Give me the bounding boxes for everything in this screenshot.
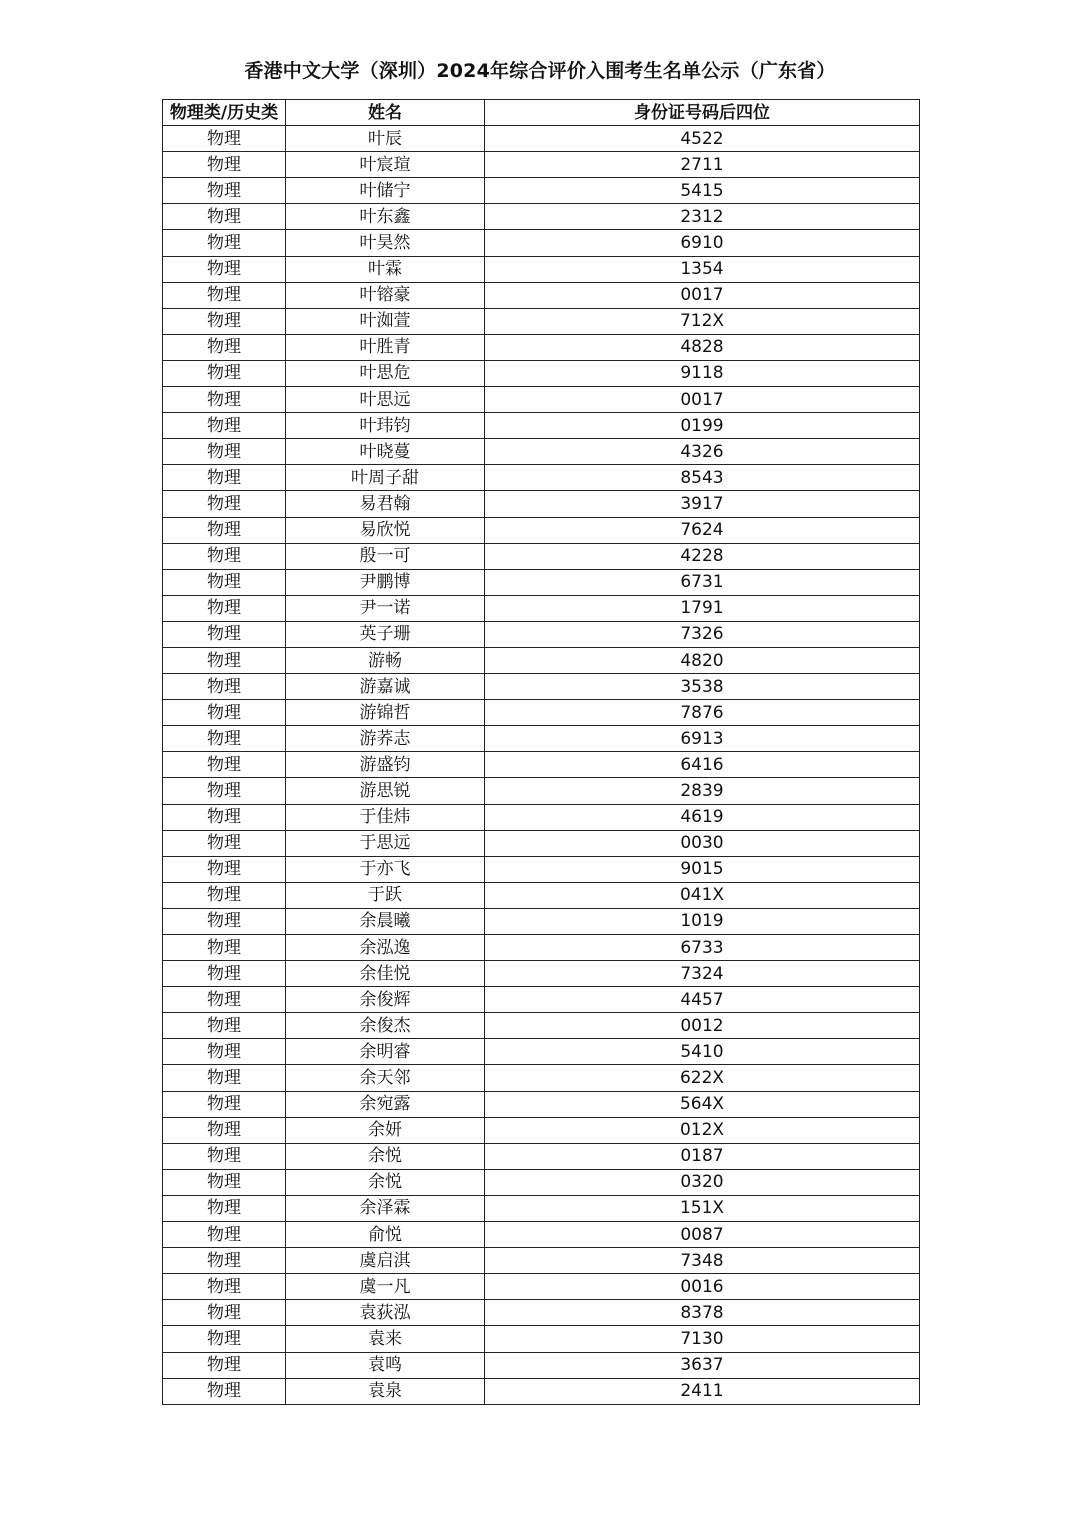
table-row <box>163 830 920 856</box>
cell-id-last-four: 0012 <box>485 1013 920 1039</box>
cell-category: 物理 <box>163 439 286 465</box>
header-id-last-four: 身份证号码后四位 <box>485 100 920 126</box>
table-header-row <box>163 100 920 126</box>
table-row <box>163 1143 920 1169</box>
cell-name: 易君翰 <box>286 491 485 517</box>
table-row <box>163 1013 920 1039</box>
cell-category: 物理 <box>163 360 286 386</box>
cell-name: 叶思远 <box>286 387 485 413</box>
cell-category: 物理 <box>163 1248 286 1274</box>
cell-id-last-four: 6416 <box>485 752 920 778</box>
cell-category: 物理 <box>163 204 286 230</box>
table-row <box>163 1300 920 1326</box>
cell-id-last-four: 0017 <box>485 387 920 413</box>
table-row <box>163 387 920 413</box>
cell-name: 易欣悦 <box>286 517 485 543</box>
candidate-table <box>162 99 920 1405</box>
cell-id-last-four: 7326 <box>485 621 920 647</box>
table-row <box>163 1378 920 1404</box>
table-row <box>163 752 920 778</box>
cell-category: 物理 <box>163 491 286 517</box>
table-row <box>163 1065 920 1091</box>
cell-id-last-four: 5415 <box>485 178 920 204</box>
cell-id-last-four: 6733 <box>485 935 920 961</box>
table-body <box>163 126 920 1405</box>
cell-category: 物理 <box>163 882 286 908</box>
cell-category: 物理 <box>163 1352 286 1378</box>
table-row <box>163 674 920 700</box>
cell-category: 物理 <box>163 152 286 178</box>
cell-name: 虞一凡 <box>286 1274 485 1300</box>
cell-category: 物理 <box>163 778 286 804</box>
table-row <box>163 439 920 465</box>
header-category: 物理类/历史类 <box>163 100 286 126</box>
table-row <box>163 621 920 647</box>
cell-category: 物理 <box>163 126 286 152</box>
cell-category: 物理 <box>163 595 286 621</box>
cell-category: 物理 <box>163 334 286 360</box>
cell-name: 叶洳萱 <box>286 308 485 334</box>
cell-id-last-four: 1791 <box>485 595 920 621</box>
cell-category: 物理 <box>163 647 286 673</box>
cell-id-last-four: 3538 <box>485 674 920 700</box>
table-row <box>163 595 920 621</box>
cell-id-last-four: 2839 <box>485 778 920 804</box>
cell-id-last-four: 4619 <box>485 804 920 830</box>
table-row <box>163 517 920 543</box>
cell-category: 物理 <box>163 178 286 204</box>
cell-name: 游嘉诚 <box>286 674 485 700</box>
table-row <box>163 1169 920 1195</box>
cell-category: 物理 <box>163 726 286 752</box>
cell-category: 物理 <box>163 1195 286 1221</box>
cell-name: 袁鸣 <box>286 1352 485 1378</box>
cell-id-last-four: 0030 <box>485 830 920 856</box>
cell-category: 物理 <box>163 1274 286 1300</box>
table-row <box>163 178 920 204</box>
cell-name: 于亦飞 <box>286 856 485 882</box>
cell-id-last-four: 7324 <box>485 961 920 987</box>
cell-category: 物理 <box>163 700 286 726</box>
table-row <box>163 152 920 178</box>
cell-id-last-four: 4228 <box>485 543 920 569</box>
cell-id-last-four: 0187 <box>485 1143 920 1169</box>
cell-id-last-four: 2312 <box>485 204 920 230</box>
cell-name: 叶辰 <box>286 126 485 152</box>
cell-name: 游畅 <box>286 647 485 673</box>
header-name: 姓名 <box>286 100 485 126</box>
cell-name: 叶昊然 <box>286 230 485 256</box>
cell-name: 叶玮钧 <box>286 413 485 439</box>
table-row <box>163 882 920 908</box>
cell-name: 尹鹏博 <box>286 569 485 595</box>
cell-category: 物理 <box>163 1378 286 1404</box>
cell-id-last-four: 6913 <box>485 726 920 752</box>
cell-category: 物理 <box>163 256 286 282</box>
cell-category: 物理 <box>163 908 286 934</box>
cell-id-last-four: 0016 <box>485 1274 920 1300</box>
cell-name: 叶霖 <box>286 256 485 282</box>
cell-name: 虞启淇 <box>286 1248 485 1274</box>
cell-name: 游思锐 <box>286 778 485 804</box>
cell-name: 于思远 <box>286 830 485 856</box>
table-row <box>163 1222 920 1248</box>
cell-category: 物理 <box>163 1091 286 1117</box>
cell-id-last-four: 564X <box>485 1091 920 1117</box>
cell-id-last-four: 4457 <box>485 987 920 1013</box>
cell-category: 物理 <box>163 1222 286 1248</box>
cell-id-last-four: 8543 <box>485 465 920 491</box>
table-row <box>163 856 920 882</box>
cell-id-last-four: 6731 <box>485 569 920 595</box>
cell-category: 物理 <box>163 1326 286 1352</box>
cell-name: 于跃 <box>286 882 485 908</box>
table-row <box>163 334 920 360</box>
cell-category: 物理 <box>163 387 286 413</box>
cell-name: 叶宸瑄 <box>286 152 485 178</box>
cell-id-last-four: 0320 <box>485 1169 920 1195</box>
cell-category: 物理 <box>163 1169 286 1195</box>
cell-name: 余悦 <box>286 1169 485 1195</box>
cell-id-last-four: 7624 <box>485 517 920 543</box>
table-row <box>163 1352 920 1378</box>
cell-id-last-four: 4828 <box>485 334 920 360</box>
cell-name: 袁来 <box>286 1326 485 1352</box>
cell-name: 游荞志 <box>286 726 485 752</box>
cell-id-last-four: 6910 <box>485 230 920 256</box>
table-row <box>163 804 920 830</box>
table-row <box>163 700 920 726</box>
cell-category: 物理 <box>163 1117 286 1143</box>
table-row <box>163 256 920 282</box>
cell-name: 叶周子甜 <box>286 465 485 491</box>
table-row <box>163 308 920 334</box>
cell-id-last-four: 1019 <box>485 908 920 934</box>
table-row <box>163 935 920 961</box>
table-row <box>163 908 920 934</box>
table-row <box>163 726 920 752</box>
cell-name: 余泓逸 <box>286 935 485 961</box>
cell-name: 叶储宁 <box>286 178 485 204</box>
cell-id-last-four: 7876 <box>485 700 920 726</box>
table-row <box>163 647 920 673</box>
cell-name: 尹一诺 <box>286 595 485 621</box>
cell-id-last-four: 0199 <box>485 413 920 439</box>
cell-category: 物理 <box>163 413 286 439</box>
cell-category: 物理 <box>163 1300 286 1326</box>
cell-category: 物理 <box>163 804 286 830</box>
cell-id-last-four: 0087 <box>485 1222 920 1248</box>
table-row <box>163 204 920 230</box>
cell-id-last-four: 9015 <box>485 856 920 882</box>
table-row <box>163 778 920 804</box>
table-row <box>163 1039 920 1065</box>
cell-name: 叶思危 <box>286 360 485 386</box>
cell-id-last-four: 151X <box>485 1195 920 1221</box>
cell-name: 叶晓蔓 <box>286 439 485 465</box>
cell-id-last-four: 712X <box>485 308 920 334</box>
cell-id-last-four: 2711 <box>485 152 920 178</box>
cell-category: 物理 <box>163 465 286 491</box>
cell-id-last-four: 2411 <box>485 1378 920 1404</box>
cell-category: 物理 <box>163 1039 286 1065</box>
cell-name: 余明睿 <box>286 1039 485 1065</box>
cell-id-last-four: 041X <box>485 882 920 908</box>
cell-name: 俞悦 <box>286 1222 485 1248</box>
cell-name: 余俊辉 <box>286 987 485 1013</box>
cell-id-last-four: 622X <box>485 1065 920 1091</box>
cell-name: 殷一可 <box>286 543 485 569</box>
cell-id-last-four: 4326 <box>485 439 920 465</box>
cell-category: 物理 <box>163 621 286 647</box>
cell-id-last-four: 5410 <box>485 1039 920 1065</box>
table-row <box>163 1091 920 1117</box>
cell-category: 物理 <box>163 674 286 700</box>
cell-category: 物理 <box>163 230 286 256</box>
table-row <box>163 987 920 1013</box>
table-row <box>163 230 920 256</box>
table-row <box>163 1117 920 1143</box>
cell-id-last-four: 3917 <box>485 491 920 517</box>
cell-id-last-four: 4522 <box>485 126 920 152</box>
cell-id-last-four: 3637 <box>485 1352 920 1378</box>
table-row <box>163 1248 920 1274</box>
document-title: 香港中文大学（深圳）2024年综合评价入围考生名单公示（广东省） <box>244 60 836 82</box>
cell-name: 余晨曦 <box>286 908 485 934</box>
table-row <box>163 491 920 517</box>
cell-category: 物理 <box>163 830 286 856</box>
cell-name: 余妍 <box>286 1117 485 1143</box>
cell-id-last-four: 1354 <box>485 256 920 282</box>
table-row <box>163 360 920 386</box>
cell-category: 物理 <box>163 282 286 308</box>
cell-name: 英子珊 <box>286 621 485 647</box>
cell-category: 物理 <box>163 1013 286 1039</box>
table-row <box>163 569 920 595</box>
cell-name: 余泽霖 <box>286 1195 485 1221</box>
table-row <box>163 961 920 987</box>
cell-id-last-four: 0017 <box>485 282 920 308</box>
cell-id-last-four: 9118 <box>485 360 920 386</box>
cell-name: 袁泉 <box>286 1378 485 1404</box>
cell-name: 余天邻 <box>286 1065 485 1091</box>
table-row <box>163 465 920 491</box>
cell-category: 物理 <box>163 935 286 961</box>
cell-category: 物理 <box>163 517 286 543</box>
cell-name: 叶镕豪 <box>286 282 485 308</box>
table-row <box>163 1326 920 1352</box>
cell-name: 余佳悦 <box>286 961 485 987</box>
cell-id-last-four: 7348 <box>485 1248 920 1274</box>
cell-name: 于佳炜 <box>286 804 485 830</box>
cell-category: 物理 <box>163 961 286 987</box>
cell-category: 物理 <box>163 752 286 778</box>
cell-name: 余俊杰 <box>286 1013 485 1039</box>
cell-category: 物理 <box>163 543 286 569</box>
cell-name: 叶东鑫 <box>286 204 485 230</box>
cell-name: 余悦 <box>286 1143 485 1169</box>
cell-category: 物理 <box>163 308 286 334</box>
cell-category: 物理 <box>163 987 286 1013</box>
table-row <box>163 1195 920 1221</box>
table-row <box>163 1274 920 1300</box>
table-row <box>163 543 920 569</box>
cell-id-last-four: 8378 <box>485 1300 920 1326</box>
table-row <box>163 282 920 308</box>
cell-name: 叶胜青 <box>286 334 485 360</box>
cell-id-last-four: 7130 <box>485 1326 920 1352</box>
cell-category: 物理 <box>163 1065 286 1091</box>
table-row <box>163 126 920 152</box>
cell-name: 游盛钧 <box>286 752 485 778</box>
cell-category: 物理 <box>163 1143 286 1169</box>
table-row <box>163 413 920 439</box>
cell-name: 袁荻泓 <box>286 1300 485 1326</box>
cell-category: 物理 <box>163 856 286 882</box>
cell-category: 物理 <box>163 569 286 595</box>
cell-id-last-four: 4820 <box>485 647 920 673</box>
cell-name: 余宛露 <box>286 1091 485 1117</box>
cell-id-last-four: 012X <box>485 1117 920 1143</box>
cell-name: 游锦哲 <box>286 700 485 726</box>
